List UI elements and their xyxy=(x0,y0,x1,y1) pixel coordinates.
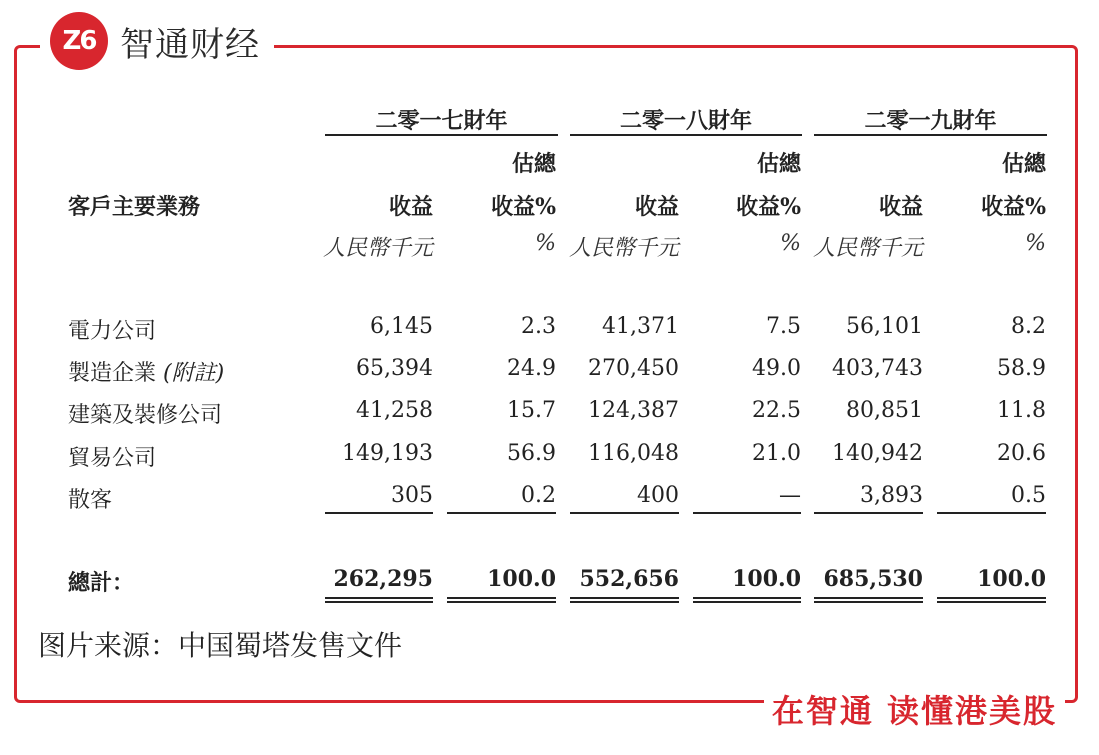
table-cell: 140,942 xyxy=(832,441,923,466)
row-label: 貿易公司 xyxy=(68,446,157,471)
row-label-note: (附註) xyxy=(156,361,225,386)
total-cell: 100.0 xyxy=(487,566,556,592)
table-cell: 21.0 xyxy=(752,441,801,466)
table-cell: 3,893 xyxy=(860,483,923,508)
subtotal-line xyxy=(937,512,1046,514)
subtotal-line xyxy=(570,512,679,514)
table-cell: 15.7 xyxy=(507,398,556,423)
table-cell: 0.5 xyxy=(1011,483,1046,508)
year-header: 二零一八財年 xyxy=(619,108,752,134)
total-cell: 100.0 xyxy=(977,566,1046,592)
row-label: 電力公司 xyxy=(68,319,157,344)
table-cell: 41,371 xyxy=(602,314,679,339)
col-header-top: 估總 xyxy=(511,151,556,177)
row-label: 製造企業 (附註) xyxy=(68,361,225,386)
table-cell: 7.5 xyxy=(766,314,801,339)
col-header-percent: 收益% xyxy=(981,194,1046,220)
table-cell: 65,394 xyxy=(356,356,433,381)
total-double-line xyxy=(570,597,679,603)
table-cell: 80,851 xyxy=(846,398,923,423)
table-cell: 2.3 xyxy=(521,314,556,339)
row-label: 建築及裝修公司 xyxy=(68,403,223,428)
table-cell: 58.9 xyxy=(997,356,1046,381)
logo-mark-icon: Z6 xyxy=(50,12,108,70)
table-cell: — xyxy=(779,483,801,508)
table-cell: 24.9 xyxy=(507,356,556,381)
table-cell: 41,258 xyxy=(356,398,433,423)
unit-revenue: 人民幣千元 xyxy=(568,236,679,261)
subtotal-line xyxy=(814,512,923,514)
table-cell: 8.2 xyxy=(1011,314,1046,339)
unit-percent: % xyxy=(1025,231,1046,256)
table-cell: 6,145 xyxy=(370,314,433,339)
col-header-percent: 收益% xyxy=(491,194,556,220)
total-cell: 262,295 xyxy=(333,566,433,592)
total-double-line xyxy=(814,597,923,603)
total-cell: 685,530 xyxy=(823,566,923,592)
subtotal-line xyxy=(325,512,433,514)
table-cell: 49.0 xyxy=(752,356,801,381)
col-header-revenue: 收益 xyxy=(878,194,923,220)
col-header-percent: 收益% xyxy=(736,194,801,220)
unit-revenue: 人民幣千元 xyxy=(812,236,923,261)
total-double-line xyxy=(693,597,801,603)
col-header-revenue: 收益 xyxy=(634,194,679,220)
footer-slogan: 在智通 读懂港美股 xyxy=(764,686,1065,732)
year-underline xyxy=(325,134,558,136)
brand-name: 智通财经 xyxy=(120,24,260,65)
table-cell: 22.5 xyxy=(752,398,801,423)
year-header: 二零一九財年 xyxy=(864,108,997,134)
total-cell: 100.0 xyxy=(732,566,801,592)
year-underline xyxy=(814,134,1047,136)
total-double-line xyxy=(325,597,433,603)
image-source: 图片来源：中国蜀塔发售文件 xyxy=(38,629,403,662)
table-cell: 0.2 xyxy=(521,483,556,508)
subtotal-line xyxy=(693,512,801,514)
table-cell: 305 xyxy=(391,483,433,508)
table-cell: 400 xyxy=(637,483,679,508)
year-underline xyxy=(570,134,802,136)
table-cell: 270,450 xyxy=(588,356,679,381)
table-cell: 11.8 xyxy=(997,398,1046,423)
col-header-top: 估總 xyxy=(756,151,801,177)
total-double-line xyxy=(447,597,556,603)
unit-percent: % xyxy=(780,231,801,256)
year-header: 二零一七財年 xyxy=(375,108,508,134)
table-cell: 56.9 xyxy=(507,441,556,466)
unit-revenue: 人民幣千元 xyxy=(322,236,433,261)
total-double-line xyxy=(937,597,1046,603)
subtotal-line xyxy=(447,512,556,514)
total-label: 總計： xyxy=(68,570,135,596)
row-label: 散客 xyxy=(68,488,113,513)
unit-percent: % xyxy=(535,231,556,256)
table-cell: 403,743 xyxy=(832,356,923,381)
row-header: 客戶主要業務 xyxy=(68,194,201,220)
brand-logo xyxy=(40,8,274,74)
table-cell: 20.6 xyxy=(997,441,1046,466)
table-cell: 124,387 xyxy=(588,398,679,423)
total-cell: 552,656 xyxy=(579,566,679,592)
col-header-revenue: 收益 xyxy=(388,194,433,220)
table-cell: 149,193 xyxy=(342,441,433,466)
col-header-top: 估總 xyxy=(1001,151,1046,177)
table-cell: 116,048 xyxy=(588,441,679,466)
table-cell: 56,101 xyxy=(846,314,923,339)
